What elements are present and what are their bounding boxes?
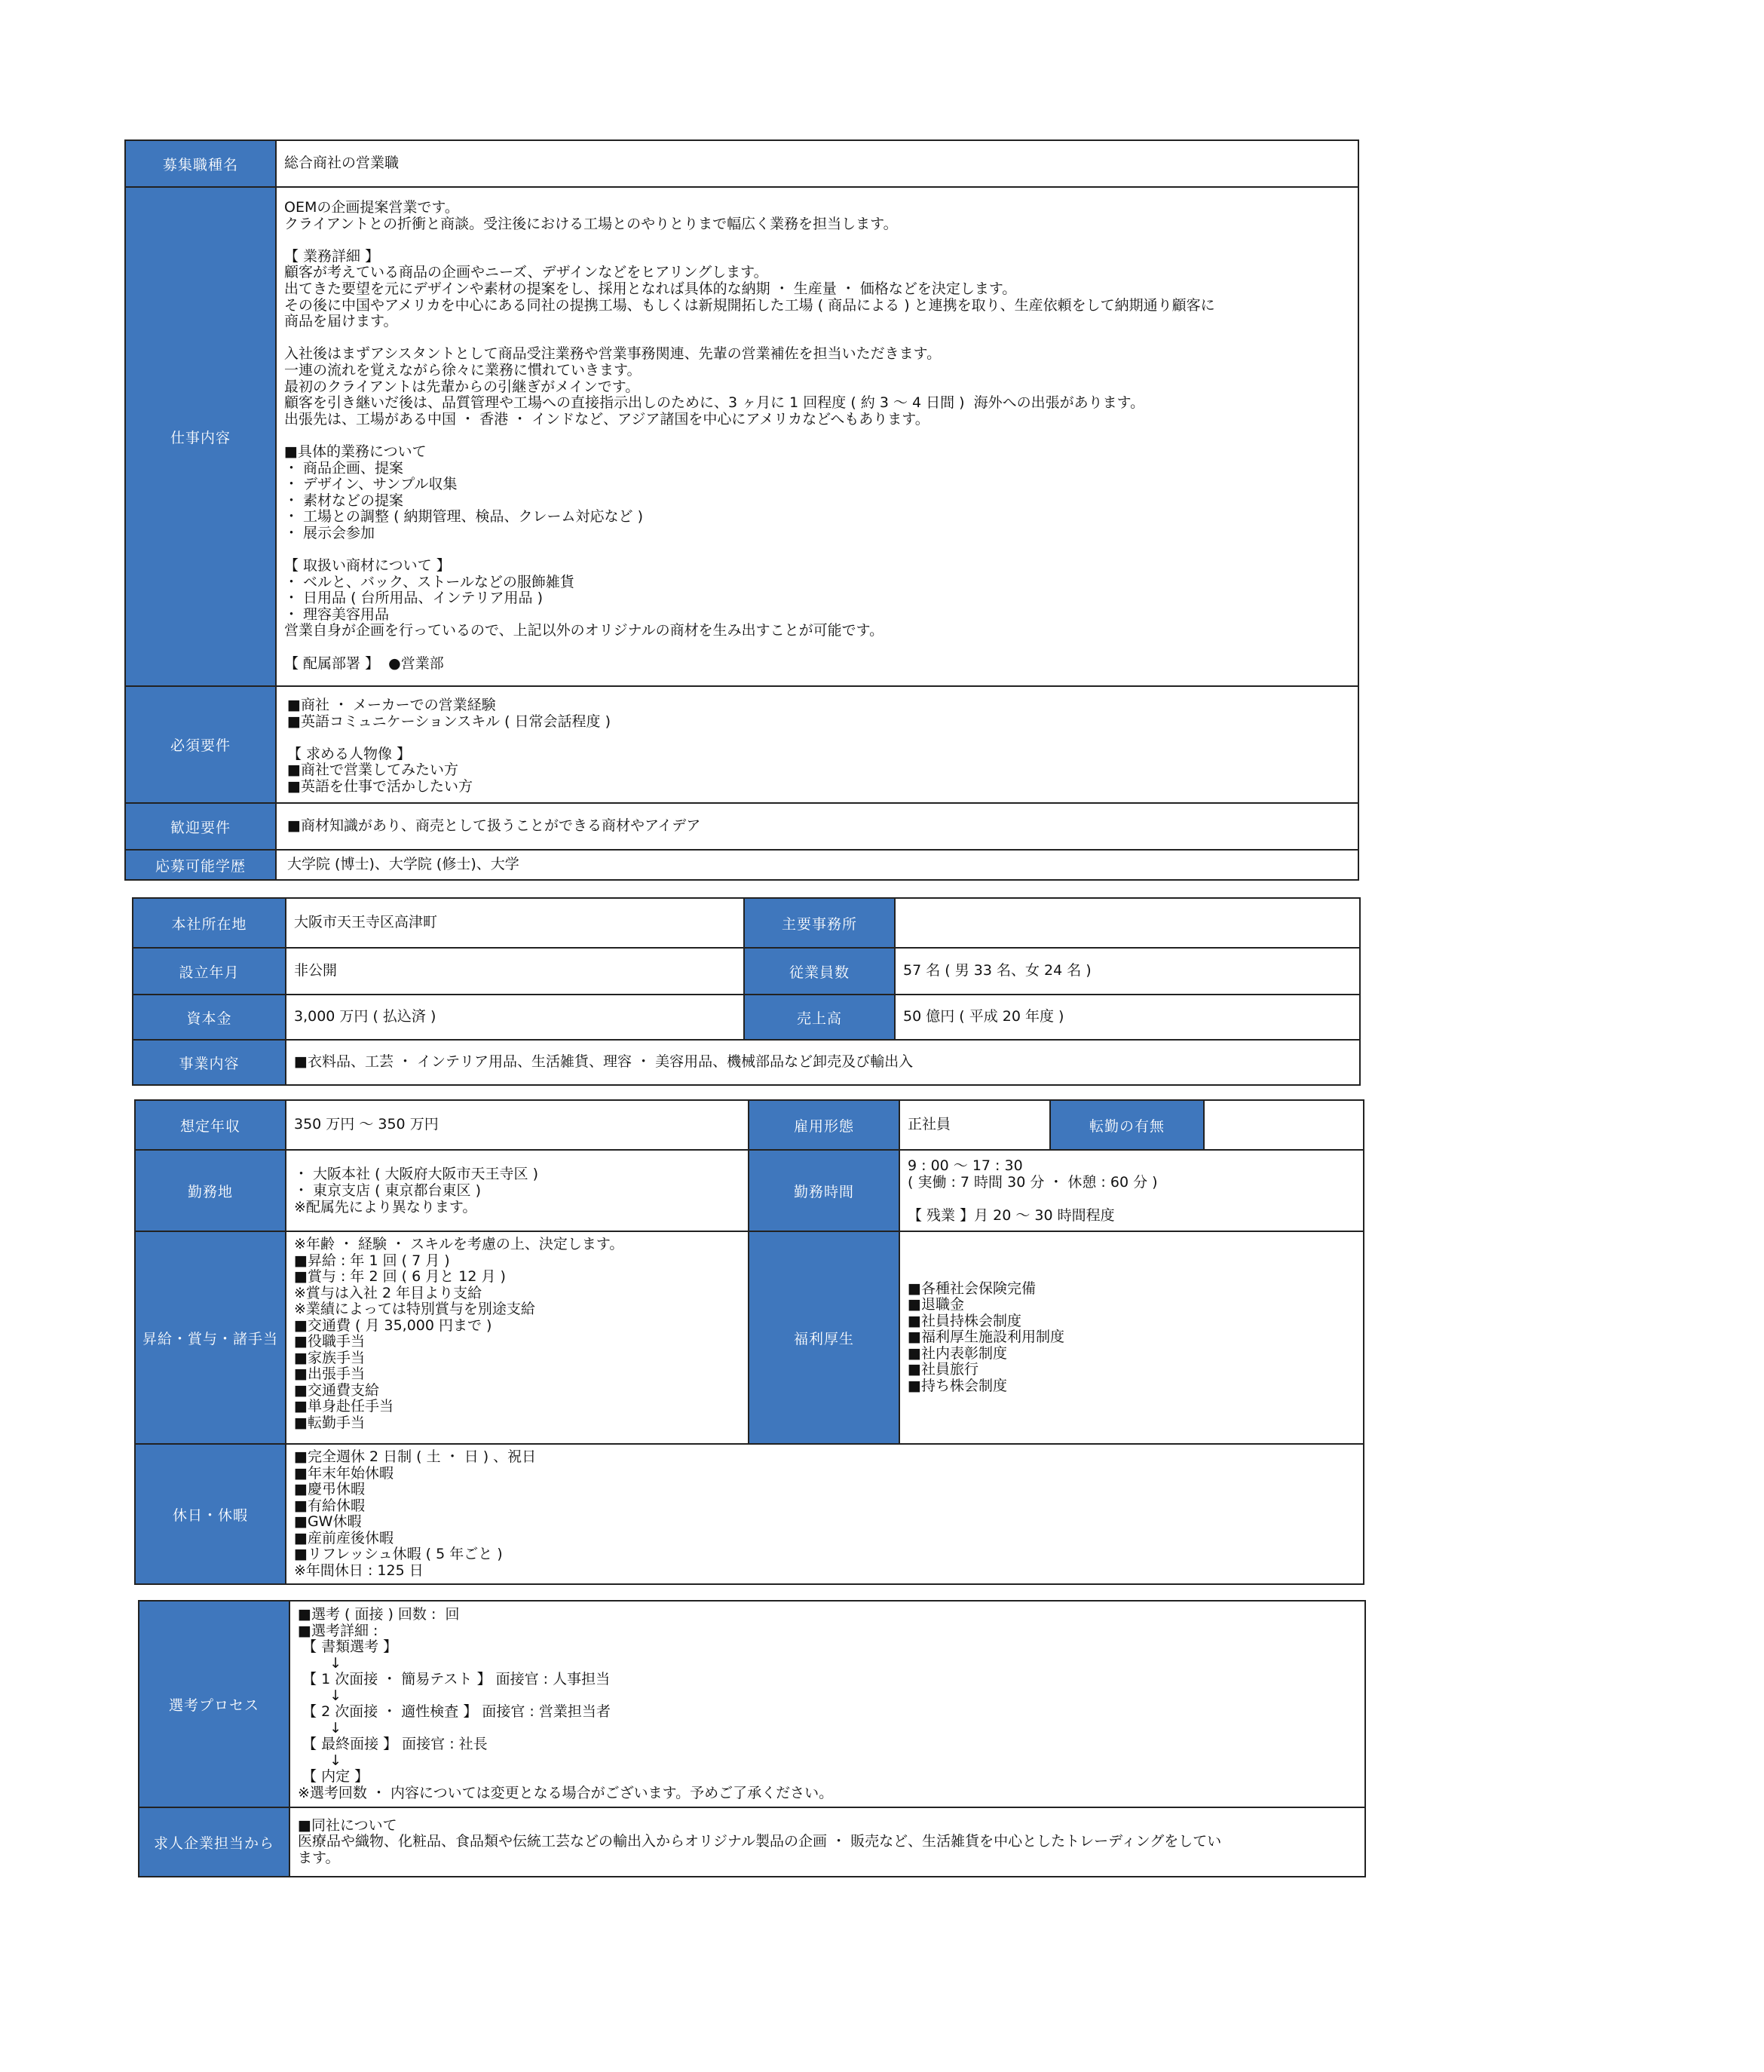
company-info-table [132,897,1361,1086]
office-label: 主要事務所 [744,898,895,948]
required-label: 必須要件 [125,686,276,803]
required-value: ■商社 ・ メーカーでの営業経験 ■英語コミュニケーションスキル ( 日常会話程度 ) 【 求める人物像 】 ■商社で営業してみたい方 ■英語を仕事で活かしたい方 [276,686,1358,803]
office-value [895,898,1360,948]
welfare-value: ■各種社会保険完備 ■退職金 ■社員持株会制度 ■福利厚生施設利用制度 ■社内表彰制度 ■社員旅行 ■持ち株会制度 [899,1231,1364,1444]
hq-label: 本社所在地 [133,898,286,948]
founded-label: 設立年月 [133,948,286,995]
business-value: ■衣料品、工芸 ・ インテリア用品、生活雑貨、理容 ・ 美容用品、機械部品など卸売及び輸出入 [286,1040,1360,1085]
founded-value: 非公開 [286,948,744,995]
income-label: 想定年収 [135,1100,286,1150]
capital-value: 3,000 万円 ( 払込済 ) [286,995,744,1040]
sales-value: 50 億円 ( 平成 20 年度 ) [895,995,1360,1040]
selection-table [138,1600,1366,1877]
employment-value: 正社員 [899,1100,1050,1150]
education-value: 大学院 (博士)、大学院 (修士)、大学 [276,850,1358,880]
income-value: 350 万円 ～ 350 万円 [286,1100,749,1150]
business-label: 事業内容 [133,1040,286,1085]
welcome-value: ■商材知識があり、商売として扱うことができる商材やアイデア [276,803,1358,850]
holiday-label: 休日・休暇 [135,1444,286,1584]
transfer-value [1204,1100,1364,1150]
job-title-value: 総合商社の営業職 [276,140,1358,187]
job-info-table [124,139,1359,881]
conditions-table [134,1099,1364,1585]
recruiter-label: 求人企業担当から [139,1807,289,1877]
raise-label: 昇給・賞与・諸手当 [135,1231,286,1444]
job-content-label: 仕事内容 [125,187,276,686]
hq-value: 大阪市天王寺区高津町 [286,898,744,948]
education-label: 応募可能学歴 [125,850,276,880]
process-label: 選考プロセス [139,1601,289,1807]
location-value: ・ 大阪本社 ( 大阪府大阪市天王寺区 ) ・ 東京支店 ( 東京都台東区 ) ※配属先により異なります。 [286,1150,749,1231]
raise-value: ※年齢 ・ 経験 ・ スキルを考慮の上、決定します。 ■昇給 : 年 1 回 ( 7 月 ) ■賞与 : 年 2 回 ( 6 月と 12 月 ) ※賞与は入社 2 年目より支給 ※業績によっては特別賞与を別途支給 ■交通費 ( 月 35,000 円まで ) ■役職手当 ■家族手当 ■出張手当 ■交通費支給 ■単身赴任手当 ■転勤手当 [286,1231,749,1444]
employment-label: 雇用形態 [749,1100,899,1150]
hours-label: 勤務時間 [749,1150,899,1231]
capital-label: 資本金 [133,995,286,1040]
job-title-label: 募集職種名 [125,140,276,187]
sales-label: 売上高 [744,995,895,1040]
location-label: 勤務地 [135,1150,286,1231]
recruiter-value: ■同社について 医療品や織物、化粧品、食品類や伝統工芸などの輸出入からオリジナル製品の企画 ・ 販売など、生活雑貨を中心としたトレーディングをしてい ます。 [289,1807,1365,1877]
employees-value: 57 名 ( 男 33 名、女 24 名 ) [895,948,1360,995]
welcome-label: 歓迎要件 [125,803,276,850]
hours-value: 9 : 00 ～ 17 : 30 ( 実働 : 7 時間 30 分 ・ 休憩 : 60 分 ) 【 残業 】月 20 ～ 30 時間程度 [899,1150,1364,1231]
transfer-label: 転勤の有無 [1050,1100,1204,1150]
employees-label: 従業員数 [744,948,895,995]
welfare-label: 福利厚生 [749,1231,899,1444]
job-content-value: OEMの企画提案営業です。 クライアントとの折衝と商談。受注後における工場とのやりとりまで幅広く業務を担当します。 【 業務詳細 】 顧客が考えている商品の企画やニーズ、デザインなどをヒアリングします。 出てきた要望を元にデザインや素材の提案をし、採用となれば具体的な納期 ・ 生産量 ・ 価格などを決定します。 その後に中国やアメリカを中心にある同社の提携工場、もしくは新規開拓した工場 ( 商品による ) と連携を取り、生産依頼をして納期通り顧客に 商品を届けます。 入社後はまずアシスタントとして商品受注業務や営業事務関連、先輩の営業補佐を担当いただきます。 一連の流れを覚えながら徐々に業務に慣れていきます。 最初のクライアントは先輩からの引継ぎがメインです。 顧客を引き継いだ後は、品質管理や工場への直接指示出しのために、3 ヶ月に 1 回程度 ( 約 3 ～ 4 日間 ) 海外への出張があります。 出張先は、工場がある中国 ・ 香港 ・ インドなど、アジア諸国を中心にアメリカなどへもあります。 ■具体的業務について ・ 商品企画、提案 ・ デザイン、サンプル収集 ・ 素材などの提案 ・ 工場との調整 ( 納期管理、検品、クレーム対応など ) ・ 展示会参加 【 取扱い商材について 】 ・ ベルと、バック、ストールなどの服飾雑貨 ・ 日用品 ( 台所用品、インテリア用品 ) ・ 理容美容用品 営業自身が企画を行っているので、上記以外のオリジナルの商材を生み出すことが可能です。 【 配属部署 】 ●営業部 [276,187,1358,686]
process-value: ■選考 ( 面接 ) 回数 : 回 ■選考詳細 : 【 書類選考 】 ↓ 【 1 次面接 ・ 簡易テスト 】 面接官 : 人事担当 ↓ 【 2 次面接 ・ 適性検査 】 面接官 : 営業担当者 ↓ 【 最終面接 】 面接官 : 社長 ↓ 【 内定 】 ※選考回数 ・ 内容については変更となる場合がございます。予めご了承ください。 [289,1601,1365,1807]
holiday-value: ■完全週休 2 日制 ( 土 ・ 日 ) 、祝日 ■年末年始休暇 ■慶弔休暇 ■有給休暇 ■GW休暇 ■産前産後休暇 ■リフレッシュ休暇 ( 5 年ごと ) ※年間休日 : 125 日 [286,1444,1364,1584]
